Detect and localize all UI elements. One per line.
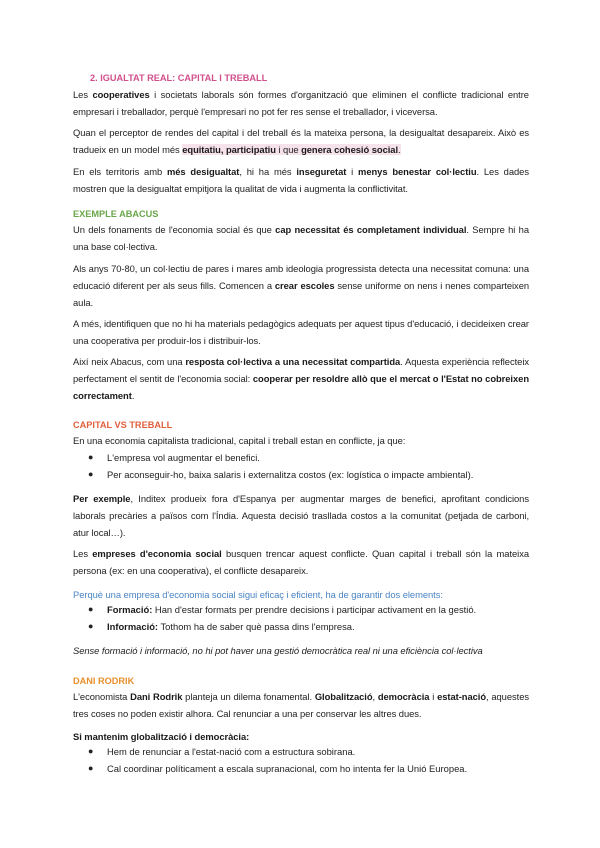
bullet-icon: ● — [88, 452, 94, 462]
paragraph-dilema: L'economista Dani Rodrik planteja un dilema fonamental. Globalització, democràcia i estat-nació, aquestes tres coses no poden existir alhora. Cal renunciar a una per conservar les altres dues. — [73, 691, 529, 719]
paragraph-fonaments: Un dels fonaments de l'economia social és que cap necessitat és completament individual. Sempre hi ha una base col·lectiva. — [73, 224, 530, 252]
paragraph-empreses-economia-social: Les empreses d'economia social busquen trencar aquest conflicte. Quan capital i treball són la mateixa persona (ex: en una cooperativa), el conflicte desapareix. — [73, 548, 529, 576]
bullet-list-conflicte — [88, 449, 528, 483]
paragraph-economia-capitalista: En una economia capitalista tradicional, capital i treball estan en conflicte, ja que: — [73, 435, 406, 446]
paragraph-anys-70-80: Als anys 70-80, un col·lectiu de pares i mares amb ideologia progressista detecta una necessitat comuna: una educació diferent per als seus fills. Comencen a crear escoles sense uniforme on nens i nenes comparteixen aula. — [73, 263, 530, 308]
section-heading-dani-rodrik: DANI RODRIK — [73, 676, 135, 686]
list-item: ● Hem de renunciar a l'estat-nació com a estructura sobirana. — [88, 743, 528, 760]
bullet-list-globalitzacio — [88, 743, 528, 777]
paragraph-cooperatives: Les cooperatives i societats laborals són formes d'organització que eliminen el conflicte tradicional entre empresari i treballador, perquè l'empresari no pot fer res sense el treballador, i viceversa. — [73, 89, 529, 117]
bullet-icon: ● — [88, 746, 94, 756]
bullet-list-elements — [88, 601, 528, 635]
list-item: ● Cal coordinar políticament a escala supranacional, com ho intenta fer la Unió Europea. — [88, 760, 528, 777]
paragraph-neix-abacus: Així neix Abacus, com una resposta col·lectiva a una necessitat compartida. Aquesta experiència reflecteix perfectament el sentit de l'economia social: cooperar per resoldre allò que el mercat o l'Estat no cobreixen correctament. — [73, 356, 529, 401]
section-heading-capital-vs-treball: CAPITAL VS TREBALL — [73, 420, 173, 430]
subheading-globalitzacio: Si mantenim globalització i democràcia: — [73, 731, 250, 742]
italic-note: Sense formació i informació, no hi pot haver una gestió democràtica real ni una eficiència col·lectiva — [73, 645, 483, 656]
bullet-icon: ● — [88, 763, 94, 773]
list-item: ● L'empresa vol augmentar el benefici. — [88, 449, 528, 466]
paragraph-territoris: En els territoris amb més desigualtat, hi ha més inseguretat i menys benestar col·lectiu. Les dades mostren que la desigualtat empitjora la qualitat de vida i augmenta la conflictivitat. — [73, 166, 529, 194]
list-item: ● Informació: Tothom ha de saber què passa dins l'empresa. — [88, 618, 528, 635]
section-heading-igualtat: 2. IGUALTAT REAL: CAPITAL I TREBALL — [90, 73, 268, 83]
paragraph-perceptor: Quan el perceptor de rendes del capital i del treball és la mateixa persona, la desigualtat desapareix. Això es tradueix en un model més equitatiu, participatiu i que genera cohesió social. — [73, 127, 529, 155]
question-line: Perquè una empresa d'economia social sigui eficaç i eficient, ha de garantir dos elements: — [73, 589, 443, 600]
bullet-icon: ● — [88, 621, 94, 631]
list-item: ● Formació: Han d'estar formats per prendre decisions i participar activament en la gestió. — [88, 601, 528, 618]
bullet-icon: ● — [88, 469, 94, 479]
bullet-icon: ● — [88, 604, 94, 614]
paragraph-inditex: Per exemple, Inditex produeix fora d'Espanya per augmentar marges de benefici, aprofitant condicions laborals precàries a països com l'Índia. Aquesta decisió trasllada costos a la comunitat (petjada de carboni, atur local…). — [73, 493, 529, 538]
list-item: ● Per aconseguir-ho, baixa salaris i externalitza costos (ex: logística o impacte ambiental). — [88, 466, 528, 483]
section-heading-abacus: EXEMPLE ABACUS — [73, 209, 159, 219]
paragraph-materials: A més, identifiquen que no hi ha materials pedagògics adequats per aquest tipus d'educació, i decideixen crear una cooperativa per produir-los i distribuir-los. — [73, 318, 529, 346]
